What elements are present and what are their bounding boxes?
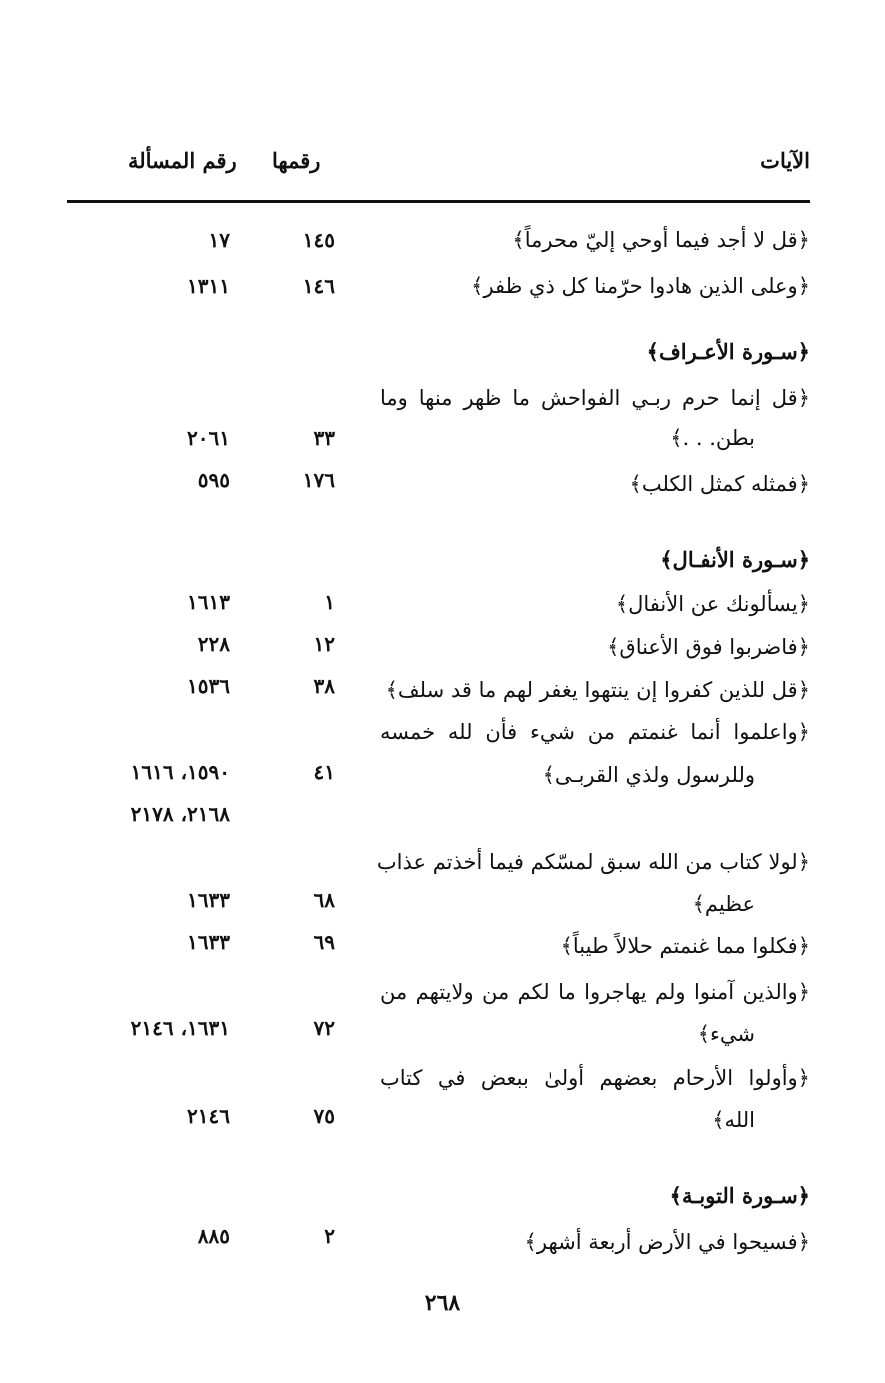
surah-heading: ﴿سـورة الأعـراف﴾ <box>646 339 810 364</box>
verse-text-continuation: الله﴾ <box>712 1108 755 1132</box>
ayah-number: ٣٨ <box>313 674 335 698</box>
ayah-number: ١٤٥ <box>302 228 335 252</box>
verse-text-continuation: بطن. . .﴾ <box>670 426 755 450</box>
question-number: ٢٠٦١ <box>187 426 230 450</box>
question-number: ١٦١٣ <box>187 590 230 614</box>
header-verses: الآيات <box>760 148 810 173</box>
question-number: ٢١٦٨، ٢١٧٨ <box>130 802 230 826</box>
verse-text: ﴿قل إنما حرم ربـي الفواحش ما ظهر منها وما <box>380 386 810 410</box>
verse-text: ﴿فكلوا مما غنمتم حلالاً طيباً﴾ <box>560 934 810 958</box>
verse-text-continuation: وللرسول ولذي القربـى﴾ <box>542 763 755 787</box>
question-number: ٢١٤٦ <box>187 1104 230 1128</box>
question-number: ٢٢٨ <box>197 632 230 656</box>
ayah-number: ١٢ <box>313 632 335 656</box>
verse-text: ﴿لولا كتاب من الله سبق لمسّكم فيما أخذتم عذاب <box>376 850 810 874</box>
ayah-number: ١ <box>324 590 335 614</box>
verse-text: ﴿قل للذين كفروا إن ينتهوا يغفر لهم ما قد سلف﴾ <box>385 678 810 702</box>
verse-text: ﴿وعلى الذين هادوا حرّمنا كل ذي ظفر﴾ <box>471 274 810 298</box>
verse-text: ﴿والذين آمنوا ولم يهاجروا ما لكم من ولايتهم من <box>380 980 810 1004</box>
question-number: ١٥٣٦ <box>187 674 230 698</box>
ayah-number: ١٧٦ <box>302 468 335 492</box>
ayah-number: ١٤٦ <box>302 274 335 298</box>
verse-text: ﴿واعلموا أنما غنمتم من شيء فأن لله خمسه <box>380 720 810 744</box>
ayah-number: ٧٢ <box>313 1016 335 1040</box>
question-number: ١٦٣١، ٢١٤٦ <box>130 1016 230 1040</box>
ayah-number: ٦٩ <box>313 930 335 954</box>
question-number: ٥٩٥ <box>197 468 230 492</box>
question-number: ٨٨٥ <box>197 1224 230 1248</box>
verse-text: ﴿يسألونك عن الأنفال﴾ <box>615 592 810 616</box>
verse-text: ﴿فاضربوا فوق الأعناق﴾ <box>607 635 810 659</box>
header-question-number: رقم المسألة <box>128 148 237 173</box>
header-divider <box>67 200 810 203</box>
verse-text: ﴿وأولوا الأرحام بعضهم أولىٰ ببعض في كتاب <box>380 1066 810 1090</box>
verse-text-continuation: عظيم﴾ <box>692 892 755 916</box>
verse-text: ﴿فمثله كمثل الكلب﴾ <box>629 472 810 496</box>
header-ayah-number: رقمها <box>272 148 321 173</box>
question-number: ١٥٩٠، ١٦١٦ <box>130 760 230 784</box>
question-number: ١٣١١ <box>187 274 230 298</box>
verse-text: ﴿فسيحوا في الأرض أربعة أشهر﴾ <box>524 1230 810 1254</box>
verse-text: ﴿قل لا أجد فيما أوحي إليّ محرماً﴾ <box>512 228 810 252</box>
ayah-number: ٢ <box>324 1224 335 1248</box>
ayah-number: ٧٥ <box>313 1104 335 1128</box>
surah-heading: ﴿سـورة الأنفـال﴾ <box>660 547 810 572</box>
question-number: ١٦٣٣ <box>187 888 230 912</box>
ayah-number: ٦٨ <box>313 888 335 912</box>
question-number: ١٦٣٣ <box>187 930 230 954</box>
surah-heading: ﴿سـورة التوبـة﴾ <box>669 1183 810 1208</box>
ayah-number: ٣٣ <box>313 426 335 450</box>
ayah-number: ٤١ <box>313 760 335 784</box>
verse-text-continuation: شيء﴾ <box>697 1022 755 1046</box>
page-number: ٢٦٨ <box>424 1290 461 1316</box>
question-number: ١٧ <box>208 228 230 252</box>
